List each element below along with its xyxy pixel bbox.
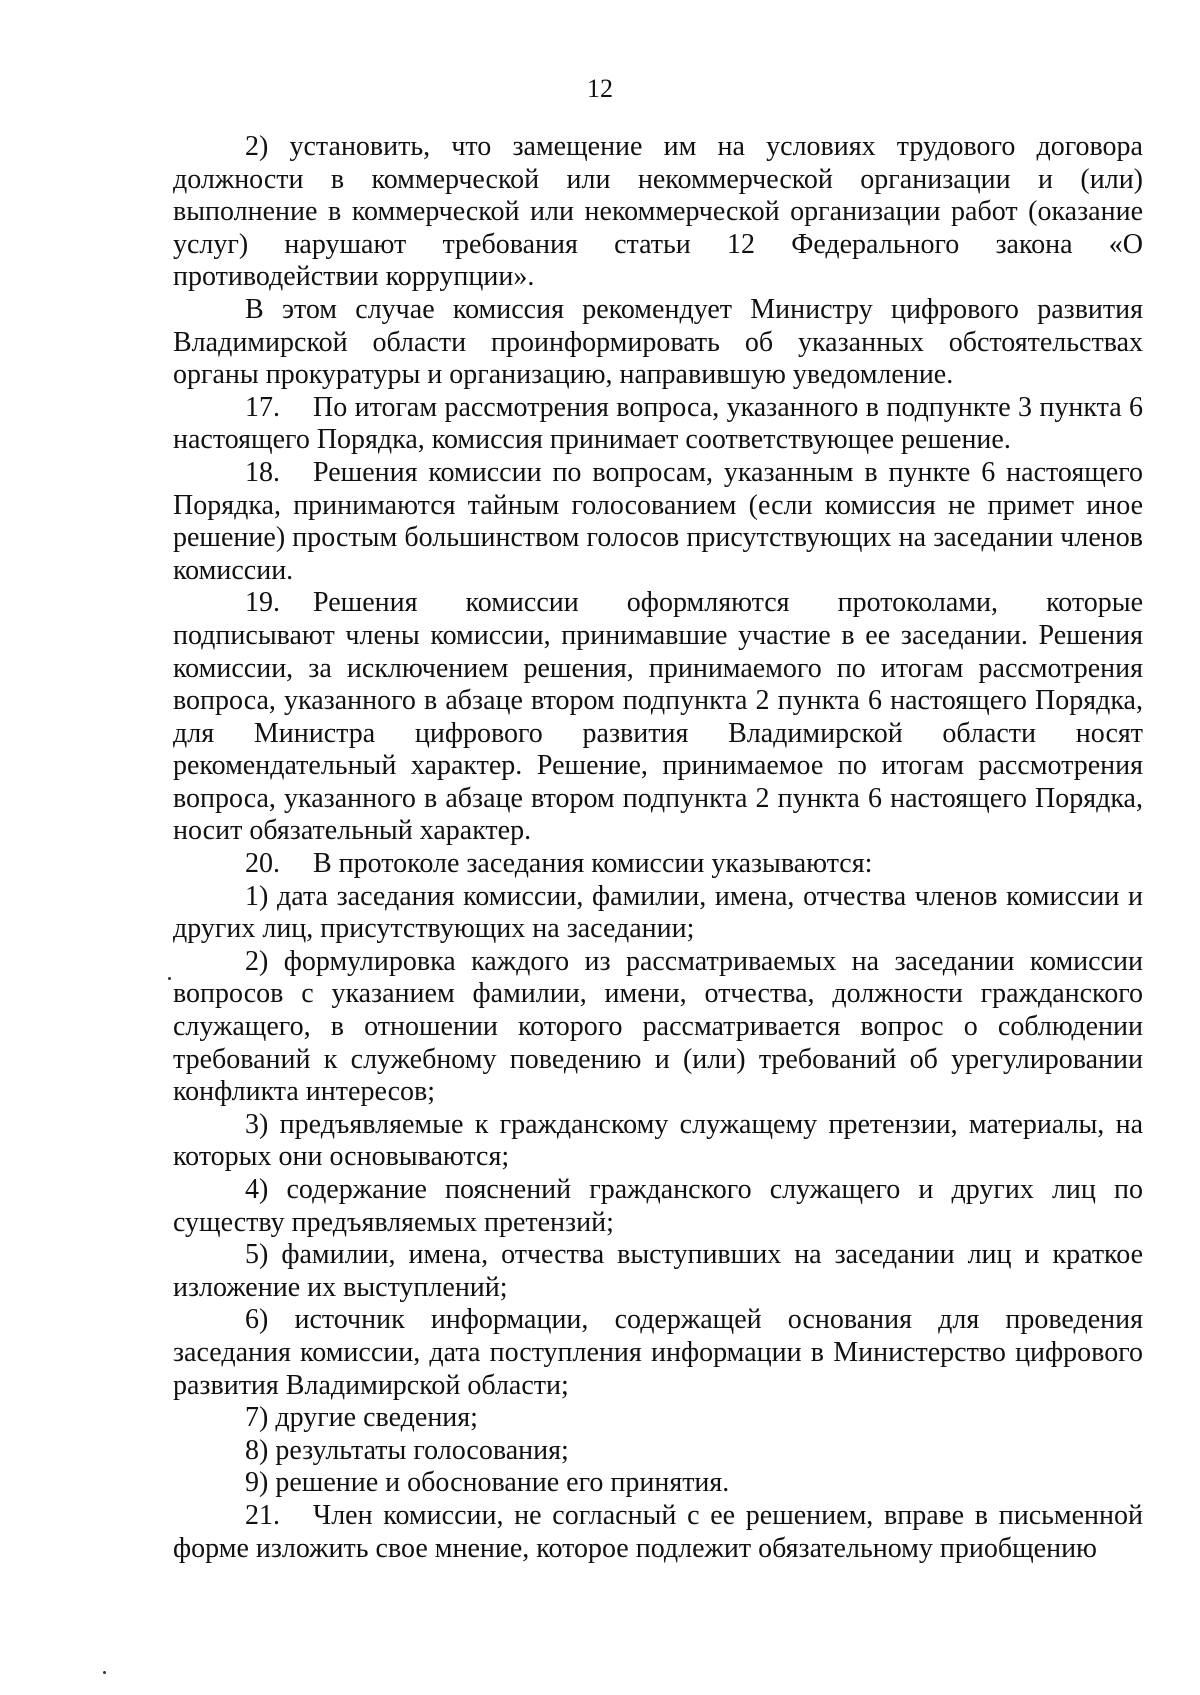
protocol-item-3	[173, 1109, 1143, 1174]
protocol-item-6	[173, 1304, 1143, 1402]
paragraph-number: 17.	[245, 391, 280, 423]
list-item-text: 5) фамилии, имена, отчества выступивших на заседании лиц и краткое изложение их выступлений;	[173, 1239, 1143, 1303]
scan-speck	[103, 1671, 106, 1674]
paragraph-17	[173, 392, 1143, 457]
paragraph-text: Член комиссии, не согласный с ее решением, вправе в письменной форме изложить свое мнение, которое подлежит обязательному приобщению	[173, 1499, 1143, 1564]
paragraph-text: По итогам рассмотрения вопроса, указанного в подпункте 3 пункта 6 настоящего Порядка, комиссия принимает соответствующее решение.	[173, 391, 1143, 456]
protocol-item-5	[173, 1239, 1143, 1304]
paragraph-item-2-establish	[173, 131, 1143, 294]
paragraph-number: 20.	[245, 848, 280, 880]
paragraph-number: 21.	[245, 1499, 280, 1531]
paragraph-text: 2) установить, что замещение им на условиях трудового договора должности в коммерческой или некоммерческой организации и (или) выполнение в коммерческой или некоммерческой организации работ (оказание услуг) нарушают требования статьи 12 Федерального закона «О противодействии коррупции».	[173, 131, 1143, 293]
page-number: 12	[587, 74, 613, 103]
paragraph-19	[173, 587, 1143, 848]
paragraph-18	[173, 457, 1143, 587]
scan-speck	[168, 977, 171, 980]
paragraph-recommend	[173, 294, 1143, 392]
list-item-text: 7) другие сведения;	[245, 1402, 478, 1434]
list-item-text: 9) решение и обоснование его принятия.	[245, 1467, 730, 1499]
protocol-item-2	[173, 946, 1143, 1109]
paragraph-text: Решения комиссии оформляются протоколами, которые подписывают члены комиссии, принимавшие участие в ее заседании. Решения комиссии, за исключением решения, принимаемого по итогам рассмотрения вопроса, указанного в абзаце втором подпункта 2 пункта 6 настоящего Порядка, для Министра цифрового развития Владимирской области носят рекомендательный характер. Решение, принимаемое по итогам рассмотрения вопроса, указанного в абзаце втором подпункта 2 пункта 6 настоящего Порядка, носит обязательный характер.	[173, 587, 1143, 847]
protocol-item-1	[173, 881, 1143, 946]
protocol-item-7	[173, 1402, 1143, 1435]
list-item-text: 6) источник информации, содержащей основания для проведения заседания комиссии, дата поступления информации в Министерство цифрового развития Владимирской области;	[173, 1304, 1143, 1401]
list-item-text: 8) результаты голосования;	[245, 1434, 569, 1466]
paragraph-21	[173, 1500, 1143, 1565]
paragraph-text: В протоколе заседания комиссии указываются:	[313, 848, 873, 880]
paragraph-number: 19.	[245, 587, 280, 619]
list-item-text: 4) содержание пояснений гражданского служащего и других лиц по существу предъявляемых претензий;	[173, 1174, 1143, 1238]
paragraph-20	[173, 848, 1143, 881]
list-item-text: 2) формулировка каждого из рассматриваемых на заседании комиссии вопросов с указанием фамилии, имени, отчества, должности гражданского служащего, в отношении которого рассматривается вопрос о соблюдении требований к служебному поведению и (или) требований об урегулировании конфликта интересов;	[173, 945, 1143, 1108]
list-item-text: 3) предъявляемые к гражданскому служащему претензии, материалы, на которых они основываются;	[173, 1108, 1143, 1173]
protocol-item-9	[173, 1467, 1143, 1500]
list-item-text: 1) дата заседания комиссии, фамилии, имена, отчества членов комиссии и других лиц, присутствующих на заседании;	[173, 880, 1143, 945]
paragraph-text: Решения комиссии по вопросам, указанным в пункте 6 настоящего Порядка, принимаются тайным голосованием (если комиссия не примет иное решение) простым большинством голосов присутствующих на заседании членов комиссии.	[173, 456, 1143, 586]
document-body	[173, 131, 1143, 1565]
protocol-item-4	[173, 1174, 1143, 1239]
paragraph-text: В этом случае комиссия рекомендует Министру цифрового развития Владимирской области проинформировать об указанных обстоятельствах органы прокуратуры и организацию, направившую уведомление.	[173, 293, 1143, 391]
paragraph-number: 18.	[245, 456, 280, 488]
protocol-item-8	[173, 1435, 1143, 1468]
